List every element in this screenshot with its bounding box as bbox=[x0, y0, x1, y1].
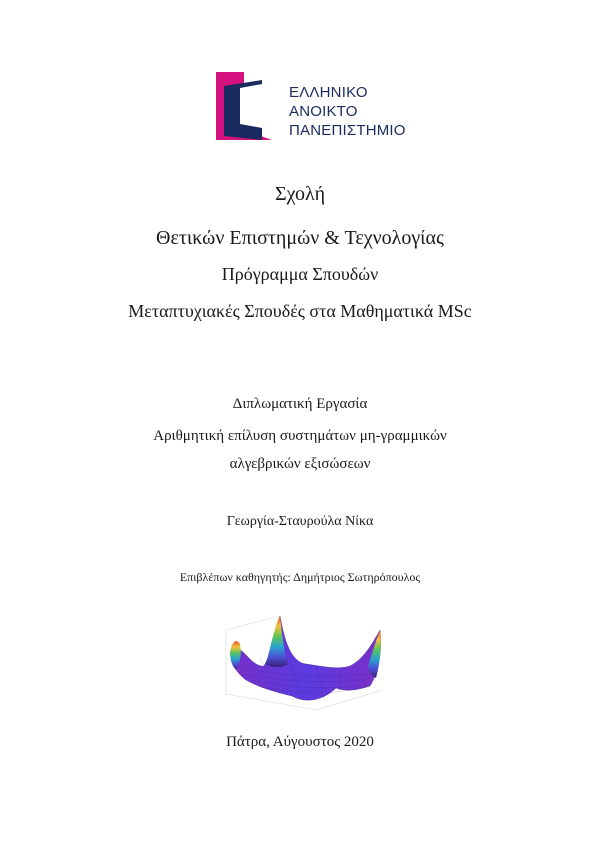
logo-text-line3: ΠΑΝΕΠΙΣΤΗΜΙΟ bbox=[289, 122, 406, 139]
program-heading: Πρόγραμμα Σπουδών bbox=[221, 264, 379, 284]
msc-heading: Μεταπτυχιακές Σπουδές στα Μαθηματικά MSc bbox=[128, 301, 472, 321]
author-name: Γεωργία-Σταυρούλα Νίκα bbox=[226, 514, 374, 529]
supervisor-line: Επιβλέπων καθηγητής: Δημήτριος Σωτηρόπουλος bbox=[179, 570, 421, 584]
school-heading: Σχολή bbox=[274, 183, 326, 205]
thesis-title-line1: Αριθμητική επίλυση συστημάτων μη-γραμμικών bbox=[153, 428, 447, 444]
faculty-heading: Θετικών Επιστημών & Τεχνολογίας bbox=[156, 227, 444, 249]
surface-plot-image bbox=[220, 608, 388, 712]
thesis-title-line2: αλγεβρικών εξισώσεων bbox=[229, 456, 371, 472]
place-date: Πάτρα, Αύγουστος 2020 bbox=[226, 734, 374, 750]
university-logo bbox=[214, 70, 404, 142]
thesis-type: Διπλωματική Εργασία bbox=[232, 396, 368, 412]
logo-text-line2: ΑΝΟΙΚΤΟ bbox=[289, 103, 358, 120]
logo-mark-icon bbox=[214, 70, 284, 142]
logo-text-line1: ΕΛΛΗΝΙΚΟ bbox=[289, 84, 368, 101]
